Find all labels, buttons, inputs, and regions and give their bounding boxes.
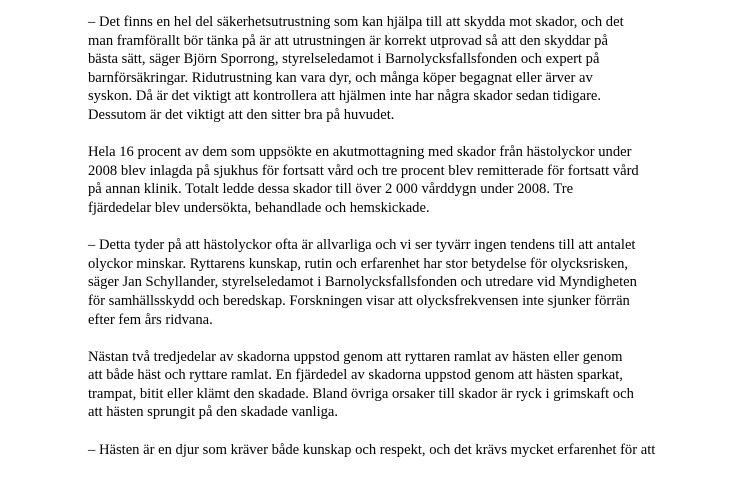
text-line: Dessutom är det viktigt att den sitter bra på huvudet. <box>88 106 395 123</box>
text-line: bästa sätt, säger Björn Sporrong, styrelseledamot i Barnolycksfallsfonden och expert på <box>88 51 600 68</box>
text-line: på annan klinik. Totalt ledde dessa skador till över 2 000 vårddygn under 2008. Tre <box>88 181 574 198</box>
text-line: Nästan två tredjedelar av skadorna uppstod genom att ryttaren ramlat av hästen eller genom <box>88 348 623 365</box>
text-line: fjärdedelar blev undersökta, behandlade och hemskickade. <box>88 199 430 216</box>
text-line: – Detta tyder på att hästolyckor ofta är allvarliga och vi ser tyvärr ingen tendens till att antalet <box>88 237 636 254</box>
text-line: att både häst och ryttare ramlat. En fjärdedel av skadorna uppstod genom att hästen sparkat, <box>88 367 623 384</box>
text-line: olyckor minskar. Ryttarens kunskap, rutin och erfarenhet har stor betydelse för olycksrisken, <box>88 255 629 272</box>
text-line: man framförallt bör tänka på är att utrustningen är korrekt utprovad så att den skyddar på <box>88 32 608 49</box>
text-line: för samhällsskydd och beredskap. Forskningen visar att olycksfrekvensen inte sjunker förrän <box>88 292 630 309</box>
text-line: syskon. Då är det viktigt att kontrollera att hjälmen inte har några skador sedan tidigare. <box>88 88 602 105</box>
text-line: trampat, bitit eller klämt den skadade. Bland övriga orsaker till skador är ryck i grimskaft och <box>88 385 634 402</box>
text-line: barnförsäkringar. Ridutrustning kan vara dyr, och många köper begagnat eller ärver av <box>88 69 593 86</box>
text-line: efter fem års ridvana. <box>88 311 213 328</box>
text-line: 2008 blev inlagda på sjukhus för fortsatt vård och tre procent blev remitterade för fortsatt vård <box>88 162 639 179</box>
document-body <box>88 13 728 478</box>
text-line: – Hästen är en djur som kräver både kunskap och respekt, och det krävs mycket erfarenhet för att <box>88 441 656 458</box>
text-line: Hela 16 procent av dem som uppsökte en akutmottagning med skador från hästolyckor under <box>88 144 632 161</box>
text-line: – Det finns en hel del säkerhetsutrustning som kan hjälpa till att skydda mot skador, och det <box>88 14 624 30</box>
paragraph-injury-causes <box>88 348 728 422</box>
paragraph-safety-equipment <box>88 13 728 125</box>
text-line: säger Jan Schyllander, styrelseledamot i Barnolycksfallsfonden och utredare vid Myndigheten <box>88 274 637 291</box>
paragraph-quote-schyllander <box>88 236 728 329</box>
paragraph-cut-off <box>88 441 728 460</box>
text-line: att hästen sprungit på den skadade vanliga. <box>88 404 339 421</box>
paragraph-hospital-statistics <box>88 143 728 217</box>
